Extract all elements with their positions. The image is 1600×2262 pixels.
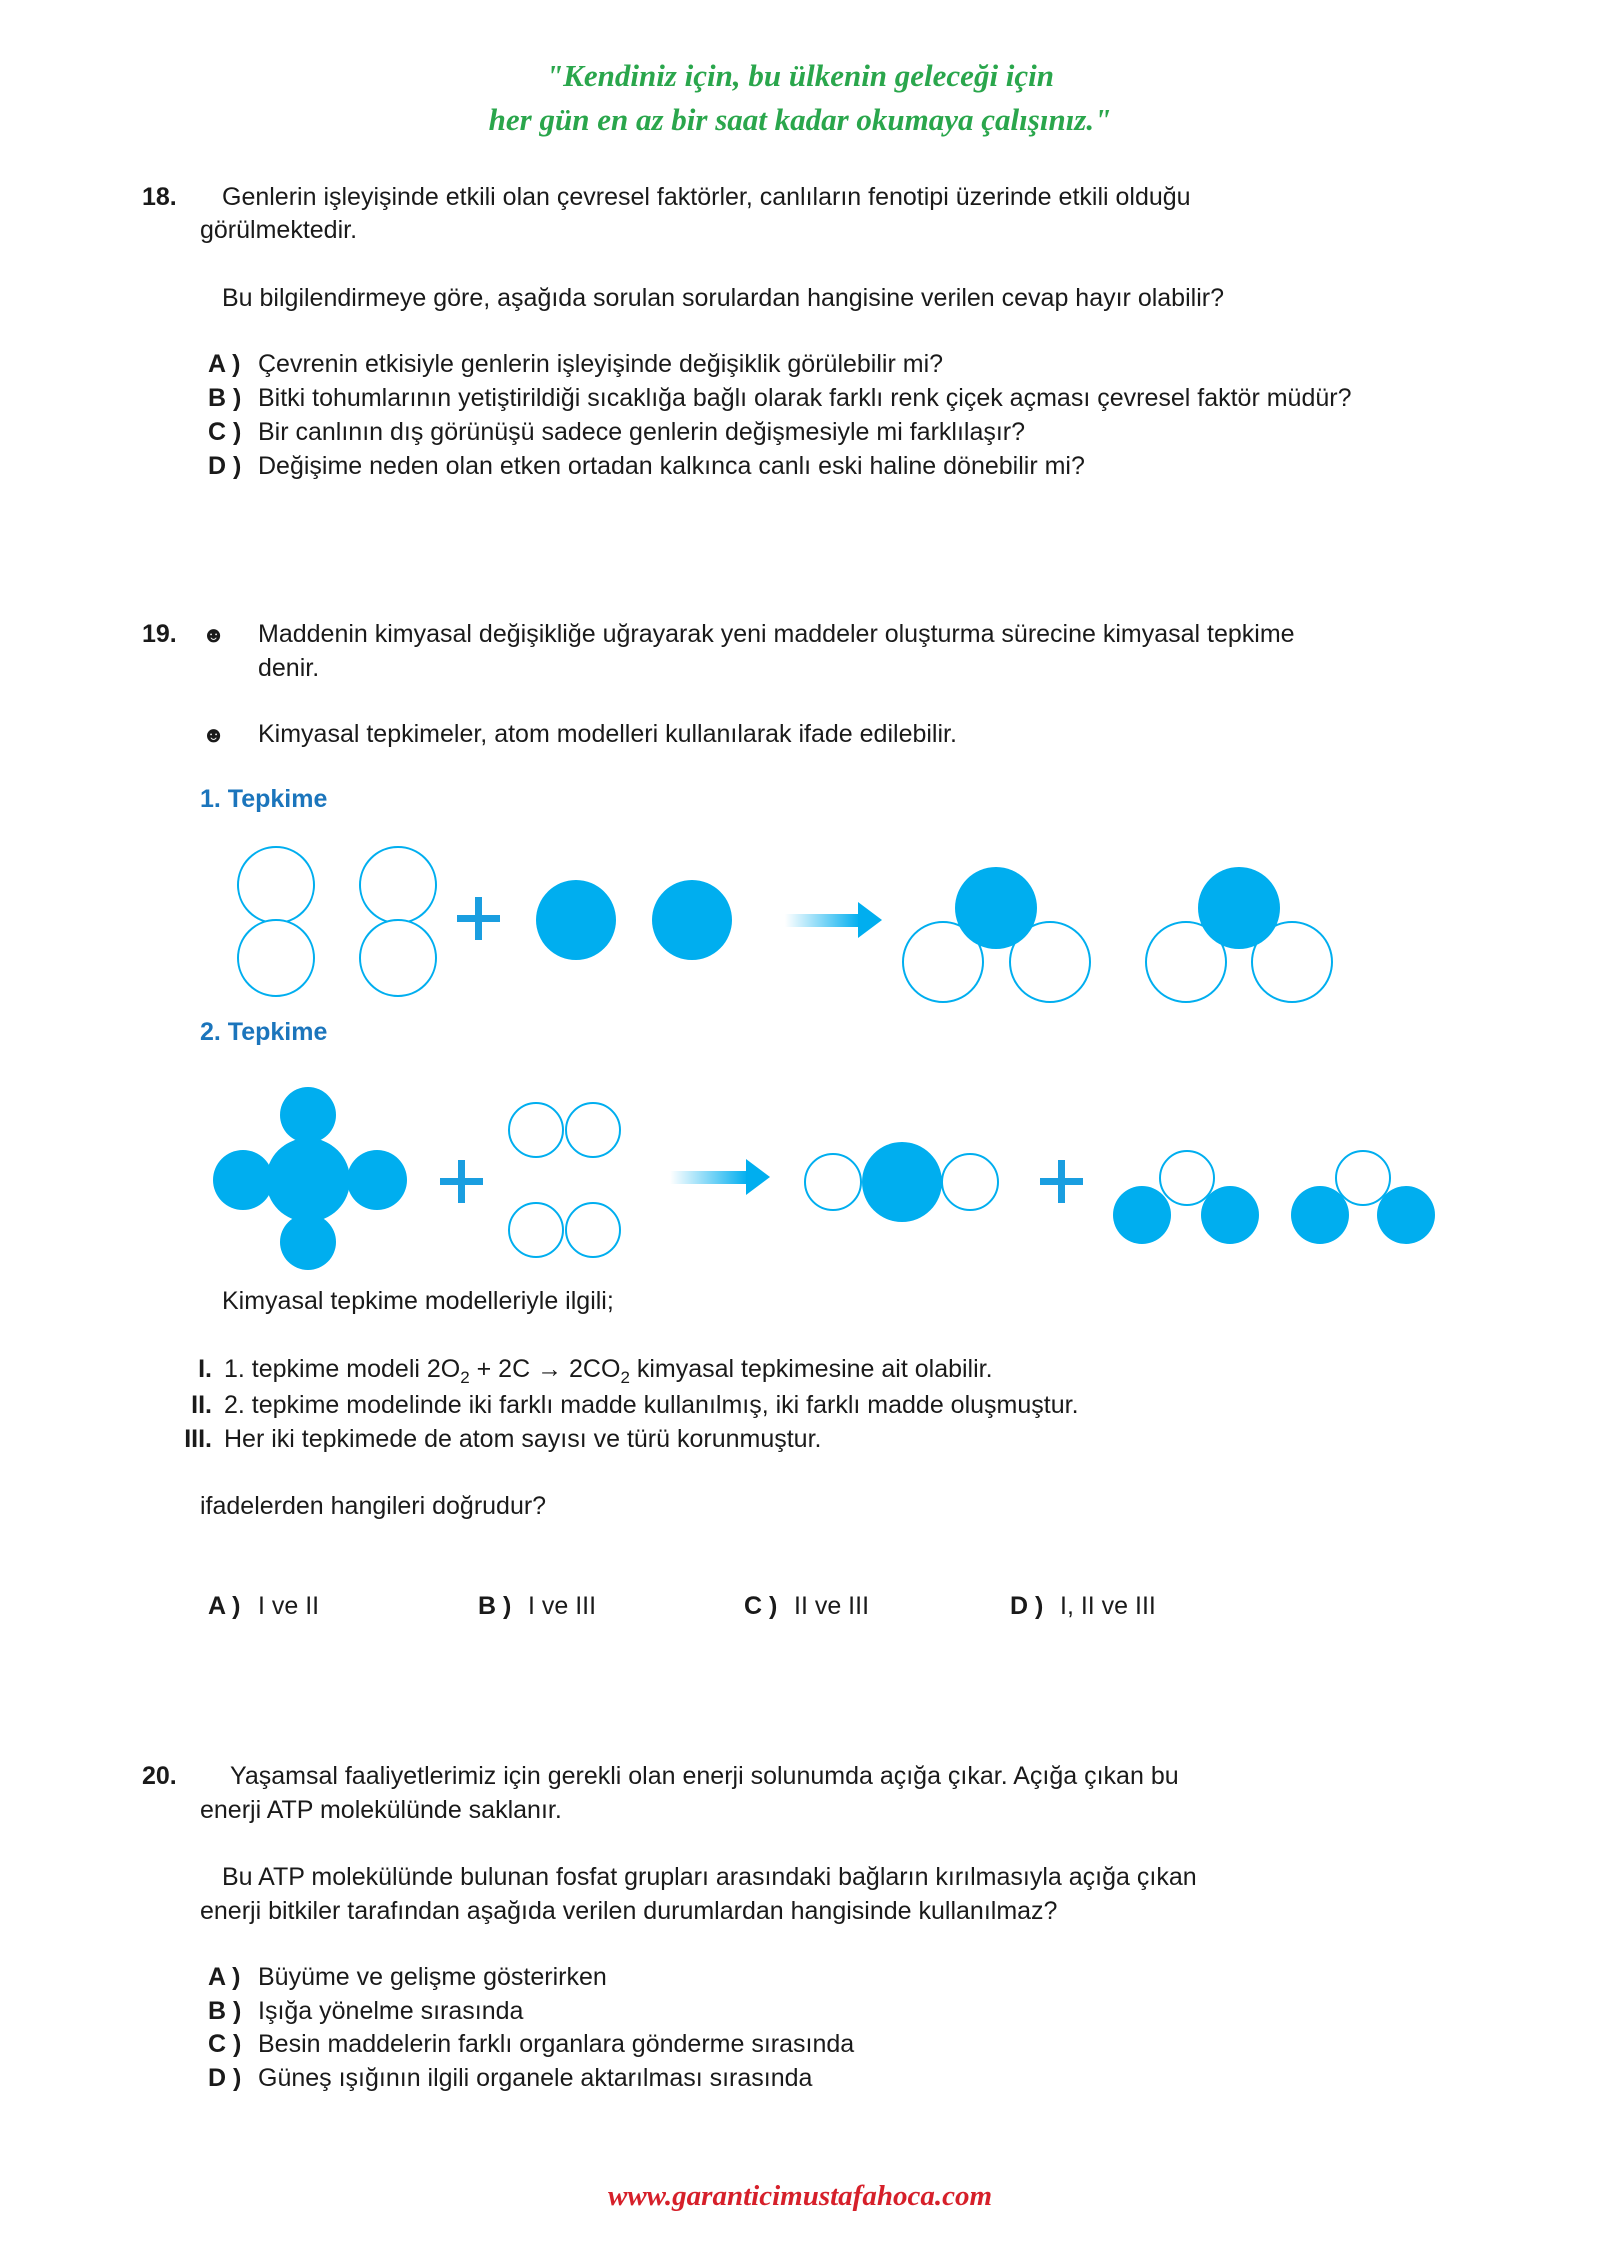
question-number: 18. (142, 183, 177, 211)
reaction-1-title: 1. Tepkime (200, 785, 328, 813)
footer-website-link[interactable]: www.garanticimustafahoca.com (607, 2180, 993, 2212)
carbon-atom (536, 880, 616, 960)
option-letter: B ) (478, 1592, 512, 1620)
option-text: Çevrenin etkisiyle genlerin işleyişinde değişiklik görülebilir mi? (258, 350, 944, 378)
option-d[interactable] (208, 2064, 812, 2093)
carbon-atom (1198, 867, 1280, 949)
option-text: Besin maddelerin farklı organlara gönderme sırasında (258, 2030, 855, 2058)
atom (266, 1138, 350, 1222)
option-a[interactable] (208, 1963, 607, 1992)
question-text: Bu bilgilendirmeye göre, aşağıda sorulan sorulardan hangisine verilen cevap hayır olabilir? (222, 284, 1224, 312)
product-molecule-1 (805, 1142, 998, 1222)
option-text: Bitki tohumlarının yetiştirildiği sıcaklığa bağlı olarak farklı renk çiçek açması çevresel faktör müdür? (258, 384, 1352, 412)
reaction-arrow-icon (670, 1159, 770, 1195)
option-c[interactable] (208, 2030, 854, 2059)
question-stem: Yaşamsal faaliyetlerimiz için gerekli olan enerji solunumda açığa çıkar. Açığa çıkan bu (230, 1762, 1179, 1790)
product-molecule-2 (1113, 1151, 1259, 1244)
bullet-icon: ☻ (202, 622, 226, 647)
statement-text: Her iki tepkimede de atom sayısı ve türü korunmuştur. (224, 1425, 822, 1453)
option-text: Büyüme ve gelişme gösterirken (258, 1963, 607, 1991)
option-letter: A ) (208, 350, 241, 378)
option-a[interactable] (208, 350, 943, 379)
atom (1291, 1186, 1349, 1244)
question-number: 20. (142, 1762, 177, 1790)
option-text: I, II ve III (1060, 1592, 1156, 1620)
atom (280, 1087, 336, 1143)
reactant-molecule-1 (213, 1087, 407, 1270)
atom (1336, 1151, 1390, 1205)
bullet-text-1-continued: denir. (258, 654, 320, 682)
oxygen-atom (360, 920, 436, 996)
oxygen-atom (238, 920, 314, 996)
question-stem-continued: görülmektedir. (200, 216, 358, 244)
statement-i (162, 1355, 993, 1388)
option-letter: D ) (1010, 1592, 1044, 1620)
option-c[interactable] (744, 1592, 869, 1621)
reaction-arrow-icon (785, 902, 882, 938)
bullet-text-1: Maddenin kimyasal değişikliğe uğrayarak yeni maddeler oluşturma sürecine kimyasal tepkime (258, 620, 1295, 648)
subscript: 2 (460, 1368, 470, 1387)
option-d[interactable] (208, 452, 1085, 481)
question-stem: Genlerin işleyişinde etkili olan çevresel faktörler, canlıların fenotipi üzerinde etkili olduğu (222, 183, 1191, 211)
option-letter: C ) (208, 418, 242, 446)
plus-icon (457, 897, 500, 940)
atom (1113, 1186, 1171, 1244)
atom (566, 1203, 620, 1257)
option-a[interactable] (208, 1592, 319, 1621)
atom (1160, 1151, 1214, 1205)
statement-text-part: 1. tepkime modeli 2O (224, 1355, 461, 1383)
motto-line-1: "Kendiniz için, bu ülkenin geleceği için (545, 58, 1055, 93)
option-letter: A ) (208, 1963, 241, 1991)
option-text: I ve III (528, 1592, 597, 1620)
option-letter: C ) (208, 2030, 242, 2058)
option-text: Değişime neden olan etken ortadan kalkınca canlı eski haline dönebilir mi? (258, 452, 1085, 480)
bullet-text-2: Kimyasal tepkimeler, atom modelleri kullanılarak ifade edilebilir. (258, 720, 957, 748)
option-letter: D ) (208, 2064, 242, 2092)
carbon-atom (652, 880, 732, 960)
bullet-icon: ☻ (202, 722, 226, 747)
o2-molecule (360, 847, 436, 996)
reactant-molecule-2 (509, 1203, 620, 1257)
option-letter: B ) (208, 384, 242, 412)
product-molecule-2 (1291, 1151, 1435, 1244)
statement-roman: II. (191, 1391, 212, 1419)
oxygen-atom (360, 847, 436, 923)
option-text: Bir canlının dış görünüşü sadece genlerin değişmesiyle mi farklılaşır? (258, 418, 1026, 446)
option-text: I ve II (258, 1592, 320, 1620)
atom (805, 1154, 861, 1210)
question-number: 19. (142, 620, 177, 648)
option-b[interactable] (478, 1592, 596, 1621)
atom (1377, 1186, 1435, 1244)
co2-molecule (1146, 867, 1332, 1002)
atom (566, 1103, 620, 1157)
option-d[interactable] (1010, 1592, 1156, 1621)
plus-icon (440, 1160, 483, 1203)
statement-text-part: kimyasal tepkimesine ait olabilir. (629, 1355, 993, 1383)
option-c[interactable] (208, 418, 1025, 447)
atom (942, 1154, 998, 1210)
statement-iii (162, 1425, 821, 1454)
option-letter: C ) (744, 1592, 778, 1620)
plus-icon (1040, 1160, 1083, 1203)
option-b[interactable] (208, 1997, 523, 2026)
reaction-2-title: 2. Tepkime (200, 1018, 328, 1046)
statements-intro: Kimyasal tepkime modelleriyle ilgili; (222, 1287, 614, 1315)
atom (1201, 1186, 1259, 1244)
atom (509, 1103, 563, 1157)
co2-molecule (903, 867, 1090, 1002)
oxygen-atom (238, 847, 314, 923)
reaction-1-diagram (0, 840, 1600, 1020)
statement-roman: III. (184, 1425, 212, 1453)
question-text: ifadelerden hangileri doğrudur? (200, 1492, 547, 1520)
subscript: 2 (620, 1368, 630, 1387)
option-text: II ve III (794, 1592, 870, 1620)
option-letter: D ) (208, 452, 242, 480)
statement-ii (162, 1391, 1079, 1420)
question-text: Bu ATP molekülünde bulunan fosfat grupları arasındaki bağların kırılmasıyla açığa çıkan (222, 1863, 1197, 1891)
statement-roman: I. (198, 1355, 212, 1383)
atom (509, 1203, 563, 1257)
reaction-2-diagram (0, 1080, 1600, 1280)
option-letter: B ) (208, 1997, 242, 2025)
atom (862, 1142, 942, 1222)
o2-molecule (238, 847, 314, 996)
statement-text: 2. tepkime modelinde iki farklı madde kullanılmış, iki farklı madde oluşmuştur. (224, 1391, 1079, 1419)
carbon-atom (955, 867, 1037, 949)
atom (213, 1150, 273, 1210)
reactant-molecule-2 (509, 1103, 620, 1157)
question-stem-continued: enerji ATP molekülünde saklanır. (200, 1796, 562, 1824)
option-text: Işığa yönelme sırasında (258, 1997, 524, 2025)
atom (347, 1150, 407, 1210)
option-letter: A ) (208, 1592, 241, 1620)
motto-line-2: her gün en az bir saat kadar okumaya çalışınız." (488, 102, 1112, 137)
atom (280, 1214, 336, 1270)
option-b[interactable] (208, 384, 1351, 413)
question-text-continued: enerji bitkiler tarafından aşağıda verilen durumlardan hangisinde kullanılmaz? (200, 1897, 1058, 1925)
statement-text-part: + 2C → 2CO (469, 1355, 621, 1383)
option-text: Güneş ışığının ilgili organele aktarılması sırasında (258, 2064, 813, 2092)
